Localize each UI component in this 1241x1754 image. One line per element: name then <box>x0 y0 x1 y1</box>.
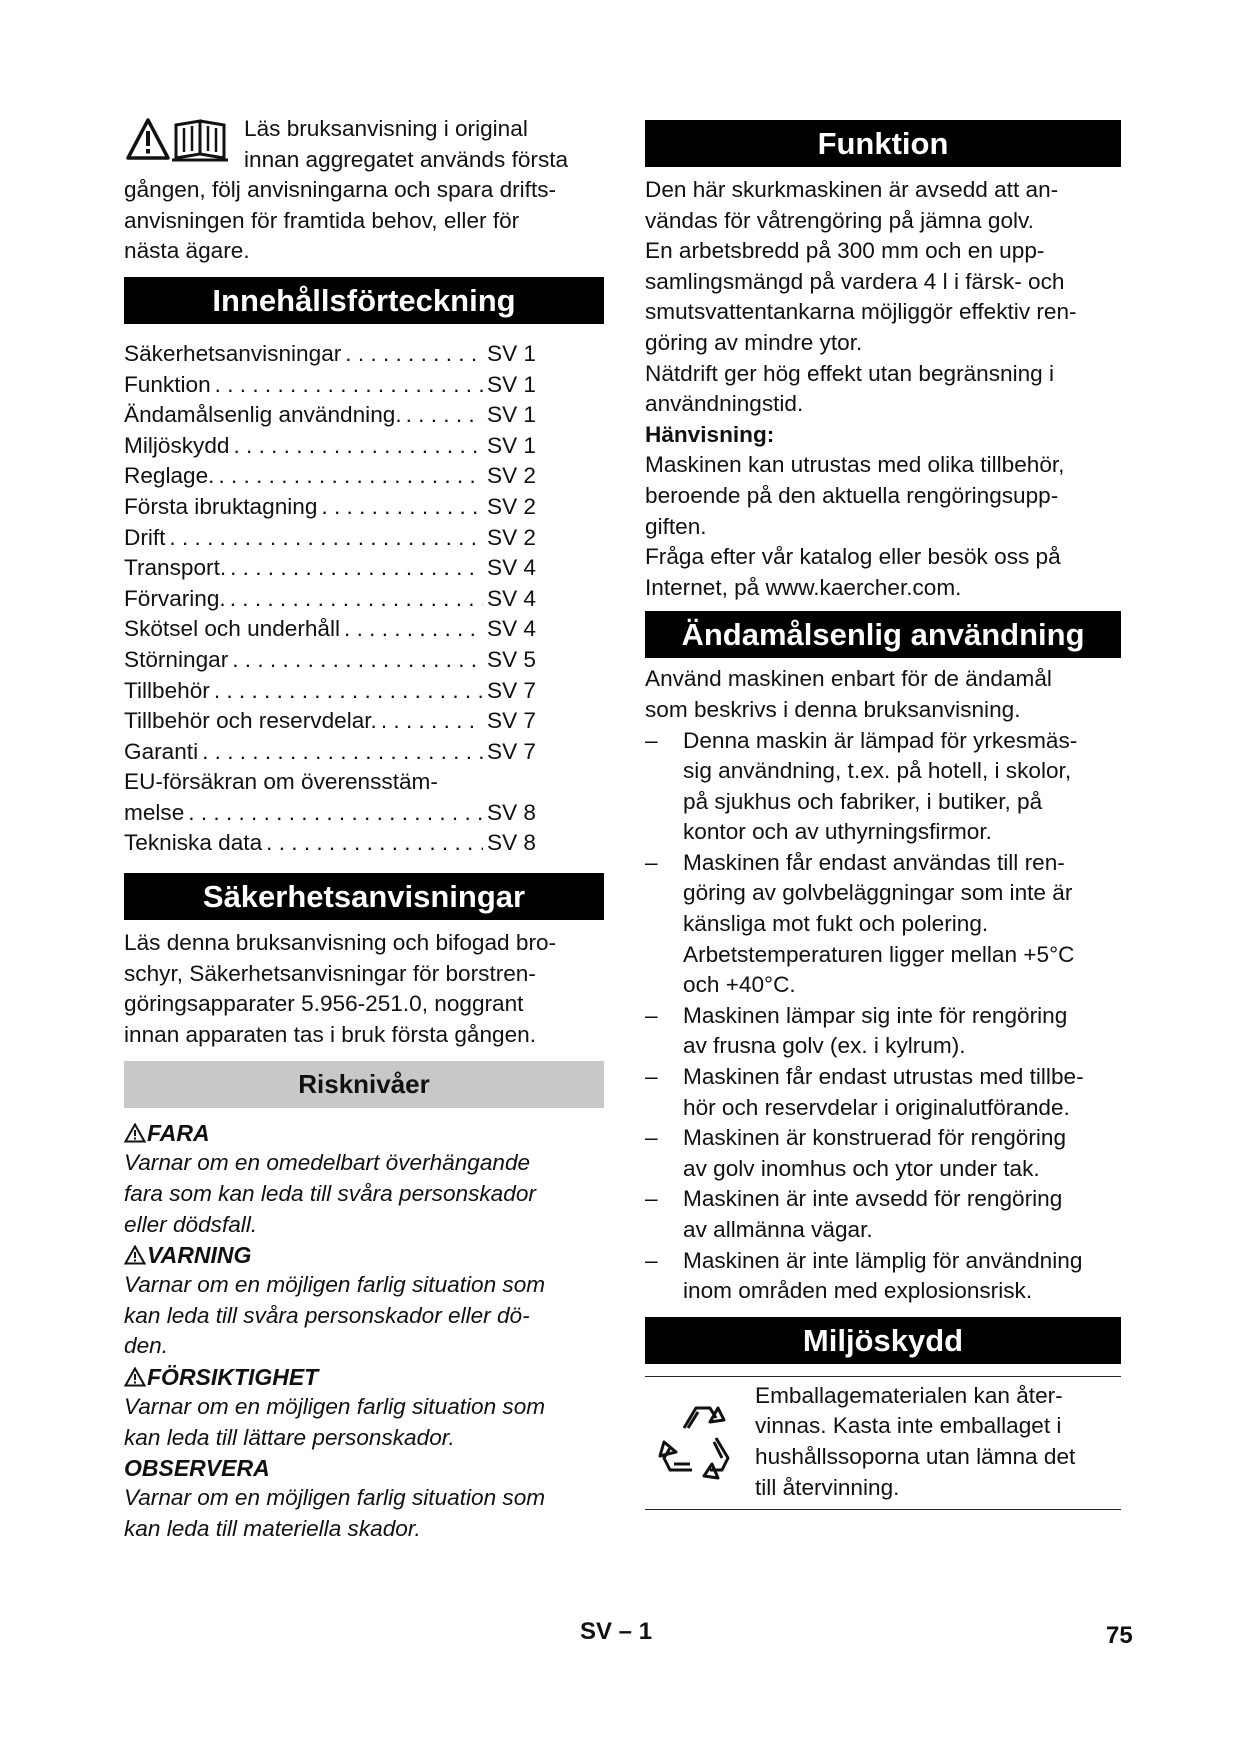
toc-leader-dots <box>210 676 483 707</box>
toc-leader-dots <box>226 553 483 584</box>
footer-section-code: SV – 1 <box>580 1618 653 1645</box>
toc-entry[interactable] <box>124 370 536 401</box>
risk-level-fara <box>124 1118 604 1240</box>
function-text <box>645 175 1121 603</box>
toc-leader-dots <box>226 584 483 615</box>
footer-page-number: 75 <box>1106 1622 1133 1649</box>
toc-entry-title: Transport. <box>124 555 227 581</box>
toc-entry-title: Tekniska data <box>124 830 263 856</box>
risk-level-name: FARA <box>147 1120 210 1147</box>
intended-use-list <box>645 726 1121 1307</box>
toc-entry-page: SV 4 <box>487 616 536 642</box>
risk-level-name: FÖRSIKTIGHET <box>147 1364 319 1390</box>
toc-entry-title-line[interactable]: EU-försäkran om överensstäm- <box>124 769 438 795</box>
toc-entry-page: SV 4 <box>487 585 536 611</box>
intro-notice <box>124 114 604 267</box>
toc-entry-title: Första ibruktagning <box>124 493 318 519</box>
toc-entry[interactable] <box>124 523 536 554</box>
recycling-icon <box>654 1398 746 1486</box>
warning-and-manual-icon <box>126 116 230 162</box>
intro-line: innan aggregatet används första <box>244 146 569 172</box>
table-of-contents <box>124 339 604 859</box>
risk-level-forsiktighet <box>124 1362 604 1453</box>
toc-leader-dots <box>214 461 483 492</box>
safety-heading: Säkerhetsanvisningar <box>124 873 604 920</box>
function-line: Nätdrift ger hög effekt utan begränsning i <box>645 360 1055 386</box>
note-title: Hänvisning: <box>645 421 775 447</box>
toc-entry-page: SV 1 <box>487 340 536 366</box>
toc-entry[interactable] <box>124 676 536 707</box>
toc-entry[interactable] <box>124 553 536 584</box>
toc-leader-dots <box>262 828 483 859</box>
right-column <box>645 120 1121 1510</box>
toc-leader-dots <box>340 614 483 645</box>
toc-leader-dots <box>228 645 483 676</box>
intro-line: nästa ägare. <box>124 238 250 264</box>
toc-entry[interactable] <box>124 798 536 829</box>
risk-level-name: VARNING <box>147 1242 252 1269</box>
risk-level-text: fara som kan leda till svåra personskador <box>124 1181 536 1207</box>
toc-entry-title: Reglage. <box>124 463 215 489</box>
toc-entry-page: SV 8 <box>487 799 536 825</box>
function-line: göring av mindre ytor. <box>645 329 863 355</box>
environment-line: Emballagematerialen kan åter- <box>755 1382 1063 1408</box>
toc-entry-page: SV 2 <box>487 463 536 489</box>
toc-entry-title: Tillbehör <box>124 677 210 703</box>
toc-entry-page: SV 4 <box>487 555 536 581</box>
toc-entry[interactable] <box>124 492 536 523</box>
toc-entry-title: Skötsel och underhåll <box>124 616 341 642</box>
risk-level-text: kan leda till lättare personskador. <box>124 1424 455 1450</box>
toc-entry-page: SV 8 <box>487 830 536 856</box>
toc-entry-title: Funktion <box>124 371 211 397</box>
environment-line: vinnas. Kasta inte emballaget i <box>755 1413 1062 1439</box>
list-item: – Maskinen lämpar sig inte för rengöring av frusna golv (ex. i kylrum). <box>645 1002 1068 1059</box>
list-item: – Maskinen är inte lämplig för användning inom områden med explosionsrisk. <box>645 1247 1083 1304</box>
environment-line: till återvinning. <box>755 1474 900 1500</box>
toc-entry[interactable] <box>124 614 536 645</box>
toc-leader-dots <box>341 339 483 370</box>
function-line: samlingsmängd på vardera 4 l i färsk- och <box>645 268 1065 294</box>
toc-entry[interactable] <box>124 645 536 676</box>
note-line: Fråga efter vår katalog eller besök oss på <box>645 544 1061 570</box>
safety-line: Läs denna bruksanvisning och bifogad bro- <box>124 930 557 956</box>
intro-line: anvisningen för framtida behov, eller för <box>124 207 520 233</box>
intended-use-text <box>645 664 1121 1306</box>
risk-level-text: Varnar om en möjligen farlig situation som <box>124 1485 546 1511</box>
toc-entry[interactable] <box>124 737 536 768</box>
function-line: smutsvattentankarna möjliggör effektiv ren- <box>645 299 1077 325</box>
toc-entry-page: SV 7 <box>487 738 536 764</box>
warning-triangle-icon <box>124 1245 146 1265</box>
risk-level-text: Varnar om en möjligen farlig situation som <box>124 1394 546 1419</box>
risk-level-text: kan leda till materiella skador. <box>124 1515 421 1541</box>
toc-entry[interactable] <box>124 584 536 615</box>
toc-leader-dots <box>377 706 483 737</box>
risk-level-name: OBSERVERA <box>124 1455 270 1482</box>
safety-line: göringsapparater 5.956-251.0, noggrant <box>124 991 524 1017</box>
intended-use-heading: Ändamålsenlig användning <box>645 611 1121 658</box>
toc-entry-title: melse <box>124 799 185 825</box>
function-line: Den här skurkmaskinen är avsedd att an- <box>645 177 1059 202</box>
note-line: beroende på den aktuella rengöringsupp- <box>645 482 1059 508</box>
list-item: – Maskinen är konstruerad för rengöring av golv inomhus och ytor under tak. <box>645 1125 1067 1181</box>
toc-entry-page: SV 1 <box>487 432 536 458</box>
warning-triangle-icon <box>124 1123 146 1143</box>
toc-entry-title: Ändamålsenlig användning. <box>124 402 402 428</box>
toc-entry-page: SV 1 <box>487 371 536 397</box>
risk-level-text: Varnar om en möjligen farlig situation som <box>124 1272 546 1298</box>
note-line: Internet, på www.kaercher.com. <box>645 574 962 600</box>
toc-entry[interactable] <box>124 400 536 431</box>
risk-levels <box>124 1118 604 1544</box>
safety-text <box>124 928 604 1050</box>
list-item: – Maskinen är inte avsedd för rengöring av allmänna vägar. <box>645 1186 1063 1242</box>
toc-entry[interactable] <box>124 431 536 462</box>
risk-level-text: den. <box>124 1333 168 1359</box>
environment-line: hushållssoporna utan lämna det <box>755 1443 1076 1469</box>
toc-leader-dots <box>165 523 483 554</box>
intended-use-line: Använd maskinen enbart för de ändamål <box>645 666 1052 692</box>
intro-line: Läs bruksanvisning i original <box>244 116 528 141</box>
left-column <box>124 114 604 1544</box>
risk-level-text: Varnar om en omedelbart överhängande <box>124 1150 531 1176</box>
toc-entry[interactable] <box>124 461 536 492</box>
toc-entry[interactable] <box>124 706 536 737</box>
environment-box <box>645 1376 1121 1510</box>
toc-entry-page: SV 7 <box>487 677 536 703</box>
toc-leader-dots <box>198 737 483 768</box>
toc-leader-dots <box>211 370 483 401</box>
safety-line: schyr, Säkerhetsanvisningar för borstren- <box>124 960 536 986</box>
toc-entry-page: SV 1 <box>487 402 536 428</box>
risk-level-text: kan leda till svåra personskador eller dö- <box>124 1302 530 1328</box>
toc-entry[interactable] <box>124 339 536 370</box>
note-line: Maskinen kan utrustas med olika tillbehör, <box>645 452 1065 478</box>
toc-entry-title: Förvaring. <box>124 585 226 611</box>
note-line: giften. <box>645 513 707 539</box>
toc-entry-page: SV 2 <box>487 524 536 550</box>
risk-level-varning <box>124 1240 604 1362</box>
list-item: – Denna maskin är lämpad för yrkesmäs- sig användning, t.ex. på hotell, i skolor, på sjukhus och fabriker, i butiker, på kontor och av uthyrningsfirmor. <box>645 727 1078 845</box>
toc-entry-title: Tillbehör och reservdelar. <box>124 708 377 734</box>
toc-entry-title: Garanti <box>124 738 199 764</box>
risk-level-text: eller dödsfall. <box>124 1211 258 1237</box>
function-line: användningstid. <box>645 391 804 417</box>
recycling-icon-wrapper <box>645 1381 755 1503</box>
toc-entry-page: SV 2 <box>487 493 536 519</box>
toc-heading: Innehållsförteckning <box>124 277 604 324</box>
environment-heading: Miljöskydd <box>645 1317 1121 1364</box>
toc-leader-dots <box>402 400 483 431</box>
function-line: En arbetsbredd på 300 mm och en upp- <box>645 238 1045 264</box>
risk-level-observera <box>124 1453 604 1544</box>
toc-entry[interactable] <box>124 828 536 859</box>
toc-entry-page: SV 7 <box>487 708 536 734</box>
safety-line: innan apparaten tas i bruk första gången. <box>124 1021 536 1047</box>
environment-text <box>755 1381 1075 1503</box>
toc-entry-title: Säkerhetsanvisningar <box>124 340 342 366</box>
intro-line: gången, följ anvisningarna och spara drifts- <box>124 177 557 203</box>
toc-entry-page: SV 5 <box>487 646 536 672</box>
toc-entry-title: Drift <box>124 524 166 550</box>
warning-triangle-icon <box>124 1367 146 1387</box>
function-heading: Funktion <box>645 120 1121 167</box>
toc-entry-title: Miljöskydd <box>124 432 230 458</box>
toc-leader-dots <box>317 492 483 523</box>
toc-leader-dots <box>184 798 483 829</box>
risk-levels-heading: Risknivåer <box>124 1061 604 1108</box>
list-item: – Maskinen får endast användas till ren- göring av golvbeläggningar som inte är känsliga mot fukt och polering. Arbetstemperaturen ligger mellan +5°C och +40°C. <box>645 849 1075 998</box>
toc-entry-title: Störningar <box>124 646 229 672</box>
intended-use-line: som beskrivs i denna bruksanvisning. <box>645 696 1021 722</box>
toc-leader-dots <box>229 431 483 462</box>
function-line: vändas för våtrengöring på jämna golv. <box>645 207 1034 233</box>
list-item: – Maskinen får endast utrustas med tillbe- hör och reservdelar i originalutförande. <box>645 1064 1084 1120</box>
